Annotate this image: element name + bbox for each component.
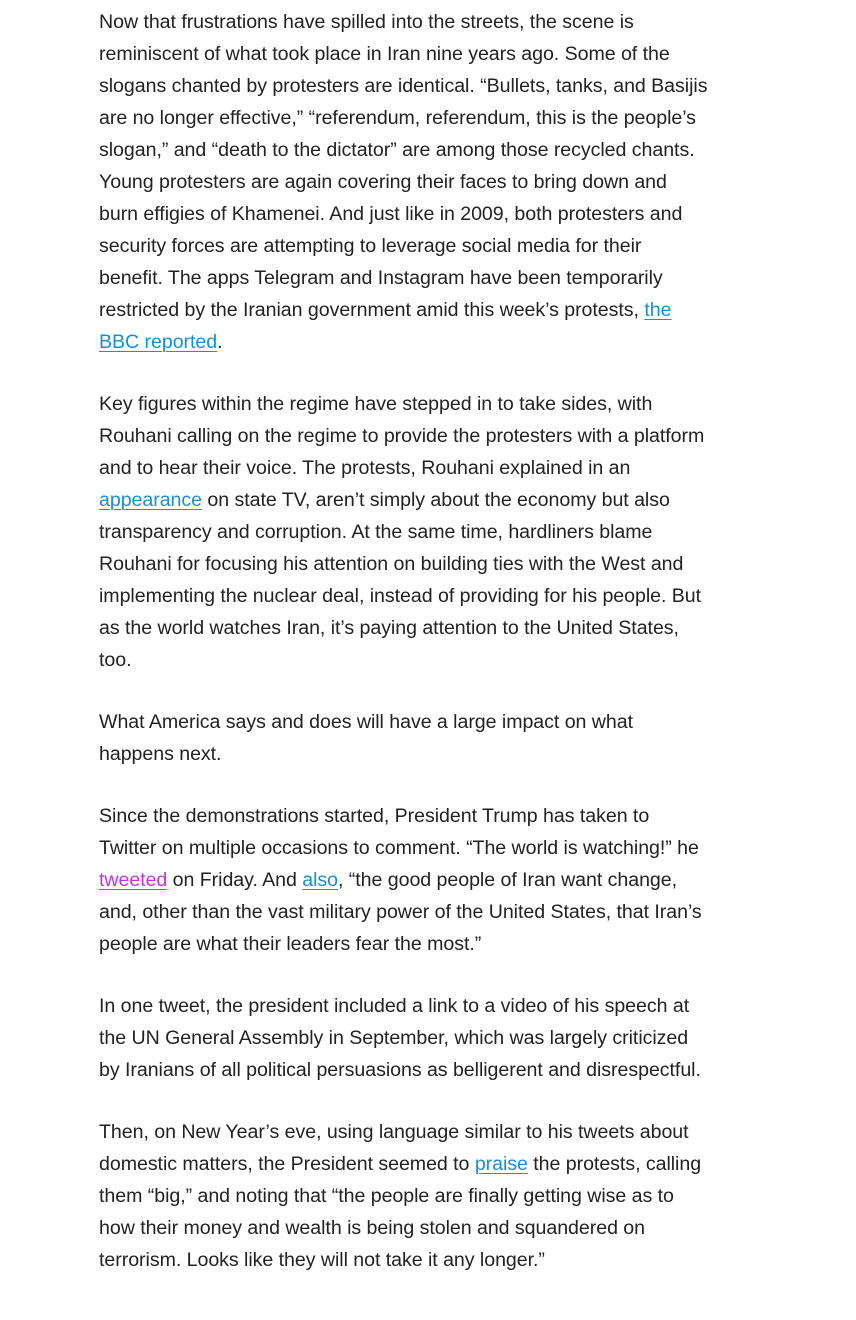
paragraph-1 — [99, 6, 709, 358]
bbc-reported-link[interactable]: the BBC reported — [99, 299, 672, 353]
also-link[interactable]: also — [302, 869, 339, 891]
paragraph-2-text-end: on state TV, aren’t simply about the economy but also transparency and corruption. At the same time, hardliners blame Rouhani for focusing his attention on building ties with the West and implementing the nuclear deal, instead of providing for his people. But as the world watches Iran, it’s paying attention to the United States, too. — [99, 489, 702, 671]
paragraph-4 — [99, 800, 709, 960]
paragraph-6-text: Then, on New Year’s eve, using language similar to his tweets about domestic matters, the President seemed to — [99, 1121, 689, 1175]
tweeted-link[interactable]: tweeted — [99, 869, 168, 891]
paragraph-1-text: Now that frustrations have spilled into the streets, the scene is reminiscent of what took place in Iran nine years ago. Some of the slogans chanted by protesters are identical. “Bullets, tanks, and Basijis are no longer effective,” “referendum, referendum, this is the people’s slogan,” and “death to the dictator” are among those recycled chants. Young protesters are again covering their faces to bring down and burn effigies of Khamenei. And just like in 2009, both protesters and security forces are attempting to leverage social media for their benefit. The apps Telegram and Instagram have been temporarily restricted by the Iranian government amid this week’s protests, — [99, 11, 708, 321]
appearance-link[interactable]: appearance — [99, 489, 202, 511]
paragraph-6-text-end: the protests, calling them “big,” and noting that “the people are finally getting wise as to how their money and wealth is being stolen and squandered on terrorism. Looks like they will not take it any longer.” — [99, 1153, 702, 1271]
paragraph-2-text: Key figures within the regime have stepped in to take sides, with Rouhani calling on the regime to provide the protesters with a platform and to hear their voice. The protests, Rouhani explained in an — [99, 393, 705, 479]
paragraph-4-text-end: , “the good people of Iran want change, and, other than the vast military power of the United States, that Iran’s people are what their leaders fear the most.” — [99, 869, 702, 955]
paragraph-5 — [99, 990, 709, 1086]
paragraph-4-text-middle: on Friday. And — [167, 869, 303, 891]
paragraph-6 — [99, 1116, 709, 1276]
paragraph-3-text: What America says and does will have a large impact on what happens next. — [99, 711, 633, 765]
paragraph-5-text: In one tweet, the president included a link to a video of his speech at the UN General Assembly in September, which was largely criticized by Iranians of all political persuasions as belligerent and disrespectful. — [99, 995, 701, 1081]
article-body — [99, 6, 709, 1306]
paragraph-2 — [99, 388, 709, 676]
praise-link[interactable]: praise — [474, 1153, 528, 1175]
paragraph-3 — [99, 706, 709, 770]
paragraph-1-text-end: . — [217, 331, 223, 353]
paragraph-4-text: Since the demonstrations started, President Trump has taken to Twitter on multiple occasions to comment. “The world is watching!” he — [99, 805, 699, 859]
